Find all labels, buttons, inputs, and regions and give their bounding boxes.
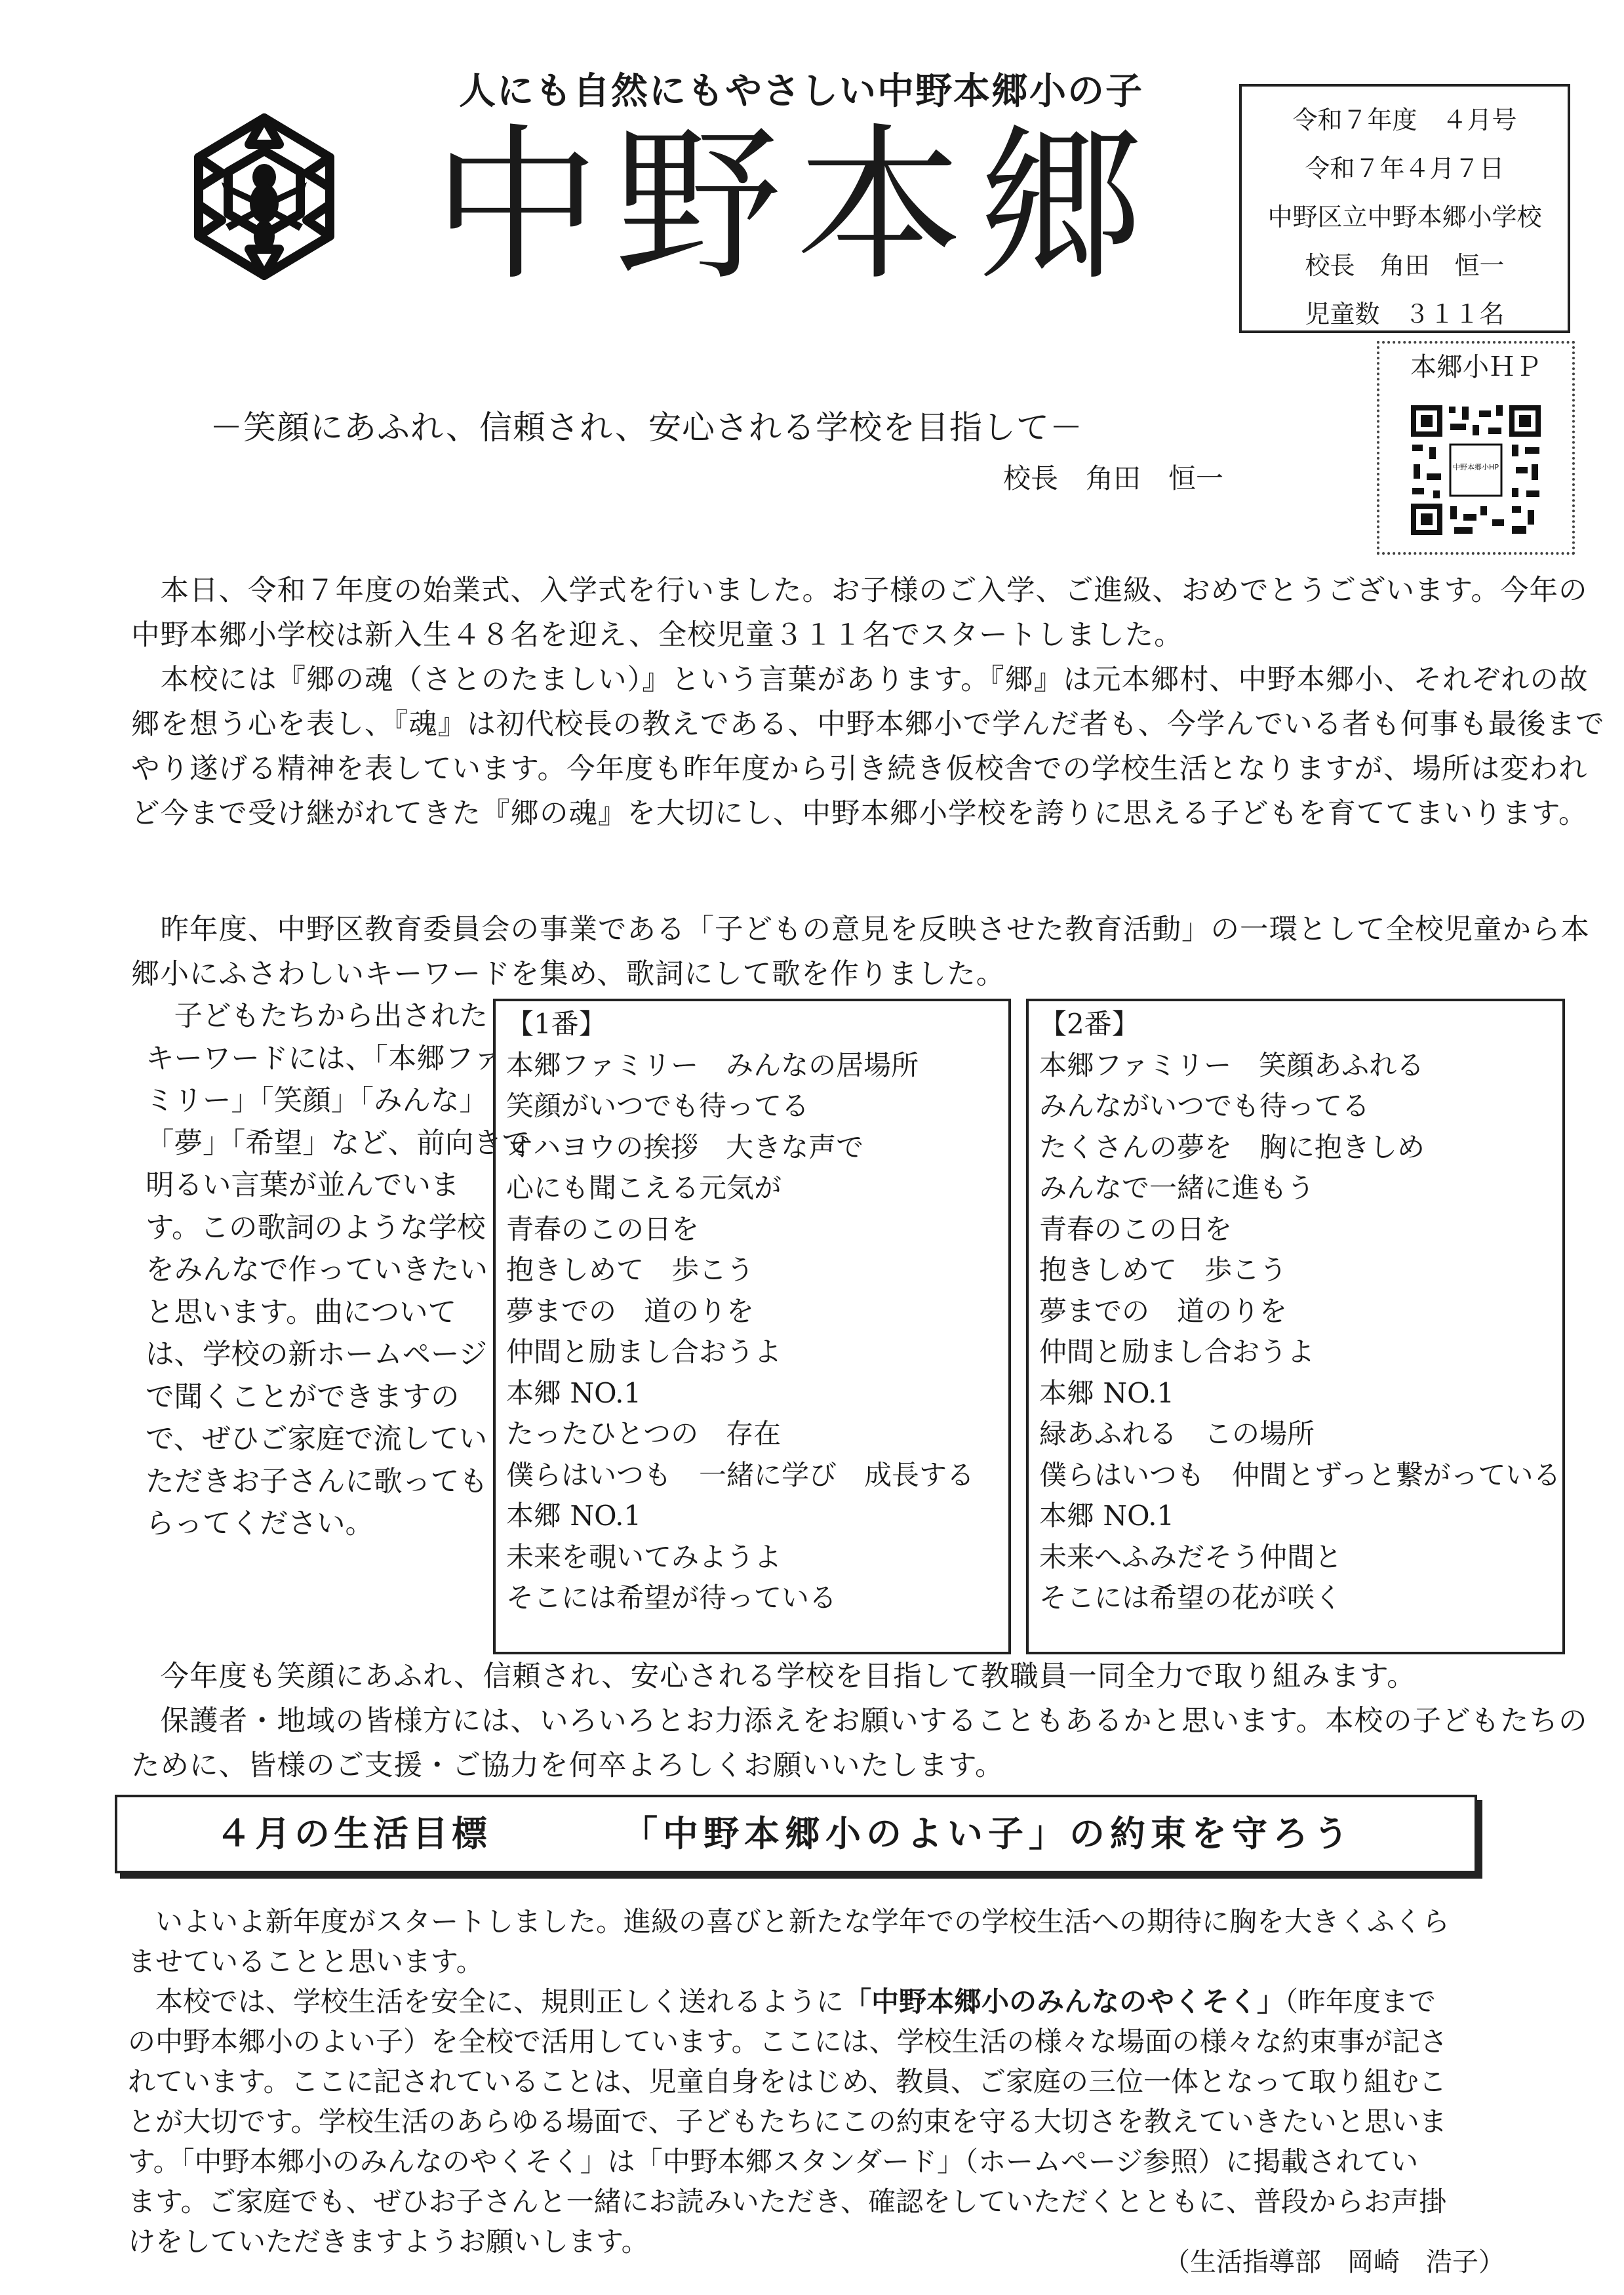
qr-caption: 中野本郷小HP bbox=[1453, 463, 1499, 471]
lyric-line: みんながいつでも待ってる bbox=[1039, 1090, 1370, 1122]
text-line: 郷を想う心を表し、『魂』は初代校長の教えである、中野本郷小で学んだ者も、今学んでいる者も何事も最後まで bbox=[131, 708, 1605, 741]
newsletter-title: 中野本郷 bbox=[433, 109, 1160, 304]
text-line: とが大切です。学校生活のあらゆる場面で、子どもたちにこの約束を守る大切さを教えていきたいと思いま bbox=[128, 2105, 1447, 2138]
text-line: と思います。曲について bbox=[146, 1296, 457, 1329]
lyric-line: 僕らはいつも 一緒に学び 成長する bbox=[506, 1458, 975, 1491]
lyric-line: オハヨウの挨拶 大きな声で bbox=[506, 1130, 864, 1163]
text-line: をみんなで作っていきたい bbox=[146, 1254, 488, 1287]
issue-number: 令和７年度 ４月号 bbox=[1292, 106, 1517, 134]
qr-code-icon[interactable] bbox=[1407, 401, 1545, 539]
song-verse-2-box bbox=[1026, 999, 1565, 1654]
school-motto: －笑顔にあふれ、信頼され、安心される学校を目指して－ bbox=[210, 409, 1083, 447]
lyric-line: 抱きしめて 歩こう bbox=[506, 1254, 755, 1286]
text-segment: （昨年度まで bbox=[1284, 1986, 1436, 2018]
song-verse-1-box bbox=[493, 999, 1011, 1654]
text-line: 昨年度、中野区教育委員会の事業である「子どもの意見を反映させた教育活動」の一環として全校児童から本 bbox=[131, 913, 1590, 946]
verse-heading: 【2番】 bbox=[1039, 1008, 1139, 1040]
text-line: けをしていただきますようお願いします。 bbox=[128, 2225, 649, 2258]
lyric-line: 本郷 NO.1 bbox=[506, 1500, 642, 1532]
monthly-goal-heading: ４月の生活目標 bbox=[216, 1813, 491, 1854]
lyric-line: 僕らはいつも 仲間とずっと繋がっている bbox=[1039, 1458, 1561, 1491]
lyric-line: 本郷 NO.1 bbox=[506, 1376, 642, 1409]
text-line: 「夢」「希望」など、前向きで bbox=[146, 1127, 531, 1160]
lyric-line: 仲間と励まし合おうよ bbox=[1039, 1336, 1315, 1368]
school-name: 中野区立中野本郷小学校 bbox=[1267, 203, 1542, 231]
keywords-paragraph bbox=[146, 995, 531, 1546]
lyric-line: 本郷ファミリー みんなの居場所 bbox=[506, 1048, 919, 1081]
text-line bbox=[128, 1982, 1570, 2022]
text-line: キーワードには、「本郷ファ bbox=[146, 1042, 502, 1075]
student-count: 児童数 ３１１名 bbox=[1305, 300, 1505, 329]
song-intro-paragraph bbox=[131, 908, 1590, 997]
text-line: ただきお子さんに歌っても bbox=[146, 1465, 488, 1498]
principal-name: 校長 角田 恒一 bbox=[1305, 251, 1505, 280]
lyric-line: 青春のこの日を bbox=[506, 1212, 700, 1245]
lyric-line: 仲間と励まし合おうよ bbox=[506, 1336, 782, 1368]
text-line: 今年度も笑顔にあふれ、信頼され、安心される学校を目指して教職員一同全力で取り組みます。 bbox=[131, 1660, 1416, 1693]
lyric-line: 夢までの 道のりを bbox=[506, 1294, 755, 1327]
text-line: ミリー」「笑顔」「みんな」 bbox=[146, 1085, 488, 1117]
text-line: で聞くことができますの bbox=[146, 1380, 460, 1414]
text-line: ど今まで受け継がれてきた『郷の魂』を大切にし、中野本郷小学校を誇りに思える子どもを育ててまいります。 bbox=[131, 797, 1588, 830]
goal-signature: （生活指導部 岡崎 浩子） bbox=[1164, 2247, 1505, 2277]
lyric-line: 未来を覗いてみようよ bbox=[506, 1540, 782, 1573]
homepage-label: 本郷小ＨＰ bbox=[1410, 352, 1541, 382]
text-line: 明るい言葉が並んでいま bbox=[146, 1169, 460, 1202]
issue-info-box bbox=[1239, 84, 1570, 333]
text-segment: 本校では、学校生活を安全に、規則正しく送れるように bbox=[128, 1986, 844, 2018]
lyric-line: 抱きしめて 歩こう bbox=[1039, 1254, 1288, 1286]
text-line: やり遂げる精神を表しています。今年度も昨年度から引き続き仮校舎での学校生活となりますが、場所は変われ bbox=[131, 753, 1588, 786]
lyric-line: そこには希望が待っている bbox=[506, 1582, 837, 1614]
homepage-qr-box bbox=[1377, 341, 1575, 555]
text-line: は、学校の新ホームページ bbox=[146, 1338, 488, 1371]
text-line: 中野本郷小学校は新入生４８名を迎え、全校児童３１１名でスタートしました。 bbox=[131, 619, 1183, 652]
promise-name: 「中野本郷小のみんなのやくそく」 bbox=[844, 1986, 1285, 2018]
school-emblem-icon bbox=[169, 105, 359, 302]
text-line: いよいよ新年度がスタートしました。進級の喜びと新たな学年での学校生活への期待に胸を大きくふくら bbox=[128, 1906, 1450, 1938]
text-line: 本日、令和７年度の始業式、入学式を行いました。お子様のご入学、ご進級、おめでとうございます。今年の bbox=[131, 574, 1588, 607]
text-line: れています。ここに記されていることは、児童自身をはじめ、教員、ご家庭の三位一体となって取り組むこ bbox=[128, 2066, 1446, 2098]
text-line: 郷小にふさわしいキーワードを集め、歌詞にして歌を作りました。 bbox=[131, 958, 1006, 991]
lyric-line: 夢までの 道のりを bbox=[1039, 1294, 1288, 1327]
lyric-line: たくさんの夢を 胸に抱きしめ bbox=[1039, 1130, 1425, 1163]
lyric-line: 本郷ファミリー 笑顔あふれる bbox=[1039, 1048, 1425, 1081]
slogan: 人にも自然にもやさしい中野本郷小の子 bbox=[459, 70, 1143, 113]
lyric-line: 未来へふみだそう仲間と bbox=[1039, 1540, 1343, 1573]
text-line: 本校には『郷の魂（さとのたましい）』という言葉があります。『郷』は元本郷村、中野本郷小、それぞれの故 bbox=[131, 664, 1589, 696]
lyric-line: たったひとつの 存在 bbox=[506, 1418, 782, 1450]
issue-date: 令和７年４月７日 bbox=[1305, 154, 1505, 183]
closing-paragraph bbox=[131, 1654, 1588, 1788]
lyric-line: 本郷 NO.1 bbox=[1039, 1500, 1175, 1532]
principal-signature: 校長 角田 恒一 bbox=[1003, 462, 1224, 494]
greeting-paragraph bbox=[131, 569, 1605, 836]
monthly-goal-text: 「中野本郷小のよい子」の約束を守ろう bbox=[622, 1813, 1354, 1854]
text-line: の中野本郷小のよい子）を全校で活用しています。ここには、学校生活の様々な場面の様々な約束事が記さ bbox=[128, 2026, 1448, 2058]
lyric-line: 緑あふれる この場所 bbox=[1039, 1418, 1315, 1450]
text-line: ために、皆様のご支援・ご協力を何卒よろしくお願いいたします。 bbox=[131, 1749, 1004, 1782]
verse-heading: 【1番】 bbox=[506, 1008, 606, 1040]
text-line: で、ぜひご家庭で流してい bbox=[146, 1423, 488, 1456]
text-line: ませていることと思います。 bbox=[128, 1946, 484, 1978]
text-line: す。この歌詞のような学校 bbox=[146, 1211, 486, 1245]
lyric-line: 笑顔がいつでも待ってる bbox=[506, 1090, 810, 1122]
text-line: す。「中野本郷小のみんなのやくそく」は「中野本郷スタンダード」（ホームページ参照）に掲載されてい bbox=[128, 2145, 1419, 2178]
text-line: 保護者・地域の皆様方には、いろいろとお力添えをお願いすることもあるかと思います。本校の子どもたちの bbox=[131, 1705, 1588, 1738]
lyric-line: 本郷 NO.1 bbox=[1039, 1376, 1175, 1409]
text-line: らってください。 bbox=[146, 1507, 374, 1540]
lyric-line: 青春のこの日を bbox=[1039, 1212, 1233, 1245]
goal-paragraph bbox=[128, 1902, 1570, 2262]
lyric-line: 心にも聞こえる元気が bbox=[506, 1172, 782, 1204]
text-line: ます。ご家庭でも、ぜひお子さんと一緒にお読みいただき、確認をしていただくとともに、普段からお声掛 bbox=[128, 2185, 1446, 2218]
text-line: 子どもたちから出された bbox=[146, 1000, 488, 1033]
lyric-line: そこには希望の花が咲く bbox=[1039, 1582, 1343, 1614]
lyric-line: みんなで一緒に進もう bbox=[1039, 1172, 1315, 1204]
monthly-goal-banner bbox=[115, 1795, 1477, 1873]
